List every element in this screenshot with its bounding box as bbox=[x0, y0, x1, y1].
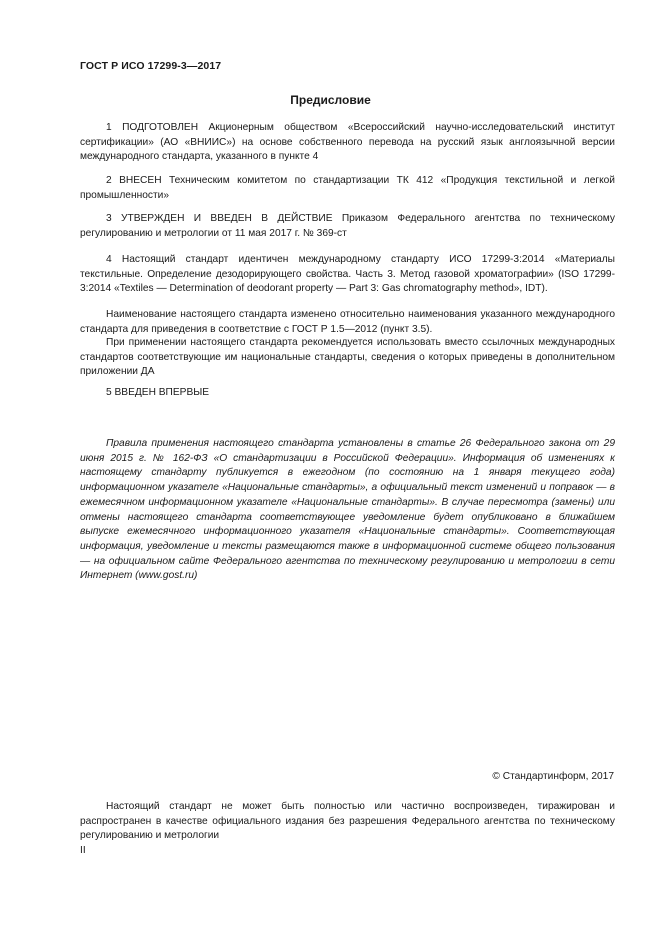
foreword-item-3: 3 УТВЕРЖДЕН И ВВЕДЕН В ДЕЙСТВИЕ Приказом Федерального агентства по техническому регулированию и метрологии от 11 мая 2017 г. № 369-ст bbox=[80, 213, 615, 239]
reproduction-rights-notice: Настоящий стандарт не может быть полностью или частично воспроизведен, тиражирован и распространен в качестве официального издания без разрешения Федерального агентства по техническому регулированию и метрологии bbox=[80, 801, 615, 842]
foreword-item-4-paragraph-2: Наименование настоящего стандарта изменено относительно наименования указанного международного стандарта для приведения в соответствие с ГОСТ Р 1.5—2012 (пункт 3.5). bbox=[80, 309, 615, 335]
foreword-item-1: 1 ПОДГОТОВЛЕН Акционерным обществом «Всероссийский научно-исследовательский институт сертификации» (АО «ВНИИС») на основе собственного перевода на русский язык англоязычной версии международного стандарта, указанного в пункте 4 bbox=[80, 122, 615, 163]
foreword-item-4: 4 Настоящий стандарт идентичен международному стандарту ИСО 17299-3:2014 «Материалы текстильные. Определение дезодорирующего свойства. Часть 3. Метод газовой хроматографии» (ISO 17299-3:2014 «Textiles — Determination of deodorant property — Part 3: Gas chromatography method», IDT). bbox=[80, 254, 615, 295]
page-number: II bbox=[80, 845, 86, 856]
foreword-item-2: 2 ВНЕСЕН Техническим комитетом по стандартизации ТК 412 «Продукция текстильной и легкой промышленности» bbox=[80, 175, 615, 201]
foreword-item-4-paragraph-3: При применении настоящего стандарта рекомендуется использовать вместо ссылочных международных стандартов соответствующие им национальные стандарты, сведения о которых приведены в дополнительном приложении ДА bbox=[80, 337, 615, 378]
foreword-item-5: 5 ВВЕДЕН ВПЕРВЫЕ bbox=[106, 387, 210, 398]
application-rules-notice: Правила применения настоящего стандарта установлены в статье 26 Федерального закона от 29 июня 2015 г. № 162-ФЗ «О стандартизации в Российской Федерации». Информация об изменениях к настоящему стандарту публикуется в ежегодном (по состоянию на 1 января текущего года) информационном указателе «Национальные стандарты», а официальный текст изменений и поправок — в ежемесячном информационном указателе «Национальные стандарты». В случае пересмотра (замены) или отмены настоящего стандарта соответствующее уведомление будет опубликовано в ближайшем выпуске ежемесячного информационного указателя «Национальные стандарты». Соответствующая информация, уведомление и тексты размещаются также в информационной системе общего пользования — на официальном сайте Федерального агентства по техническому регулированию и метрологии в сети Интернет (www.gost.ru) bbox=[80, 438, 615, 582]
document-id-header: ГОСТ Р ИСО 17299-3—2017 bbox=[80, 60, 222, 72]
copyright-line: © Стандартинформ, 2017 bbox=[492, 771, 614, 782]
page-title: Предисловие bbox=[290, 93, 371, 107]
